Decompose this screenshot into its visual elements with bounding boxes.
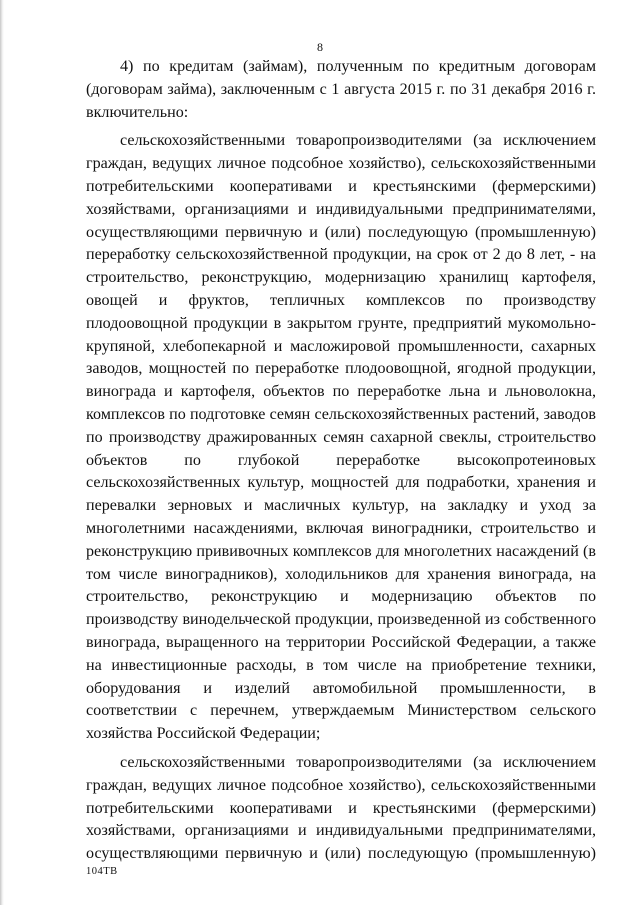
paragraph-producers-continued: сельскохозяйственными товаропроизводителями (за исключением граждан, ведущих личное подсобное хозяйство), сельскохозяйственными потребительскими кооперативами и крестьянскими (фермерскими) хозяйствами, организациями и индивидуальными предпринимателями, осуществляющими первичную и (или) последующую (промышленную) bbox=[86, 753, 596, 863]
paragraph-item-4: 4) по кредитам (займам), полученным по кредитным договорам (договорам займа), заключенным с 1 августа 2015 г. по 31 декабря 2016 г. включительно: bbox=[86, 58, 596, 121]
scan-edge-shadow bbox=[0, 0, 4, 905]
paragraph-producers-construction: сельскохозяйственными товаропроизводителями (за исключением граждан, ведущих личное подсобное хозяйство), сельскохозяйственными потребительскими кооперативами и крестьянскими (фермерскими) хозяйствами, организациями и индивидуальными предпринимателями, осуществляющими первичную и (или) последующую (промышленную) переработку сельскохозяйственной продукции, на срок от 2 до 8 лет, - на строительство, реконструкцию, модернизацию хранилищ картофеля, овощей и фруктов, тепличных комплексов по производству плодоовощной продукции в закрытом грунте, предприятий мукомольно-крупяной, хлебопекарной и масложировой промышленности, сахарных заводов, мощностей по переработке плодоовощной, ягодной продукции, винограда и картофеля, объектов по переработке льна и льноволокна, комплексов по подготовке семян сельскохозяйственных растений, заводов по производству дражированных семян сахарной свеклы, строительство объектов по глубокой переработке высокопротеиновых сельскохозяйственных культур, мощностей для подработки, хранения и перевалки зерновых и масличных культур, на закладку и уход за многолетними насаждениями, включая виноградники, строительство и реконструкцию прививочных комплексов для многолетних насаждений (в том числе виноградников), холодильников для хранения винограда, на строительство, реконструкцию и модернизацию объектов по производству винодельческой продукции, произведенной из собственного винограда, выращенного на территории Российской Федерации, а также на инвестиционные расходы, в том числе на приобретение техники, оборудования и изделий автомобильной промышленности, в соответствии с перечнем, утверждаемым Министерством сельского хозяйства Российской Федерации; bbox=[86, 132, 596, 743]
document-body bbox=[86, 56, 596, 872]
page-number: 8 bbox=[317, 40, 323, 54]
document-code: 104ТВ bbox=[86, 866, 118, 877]
